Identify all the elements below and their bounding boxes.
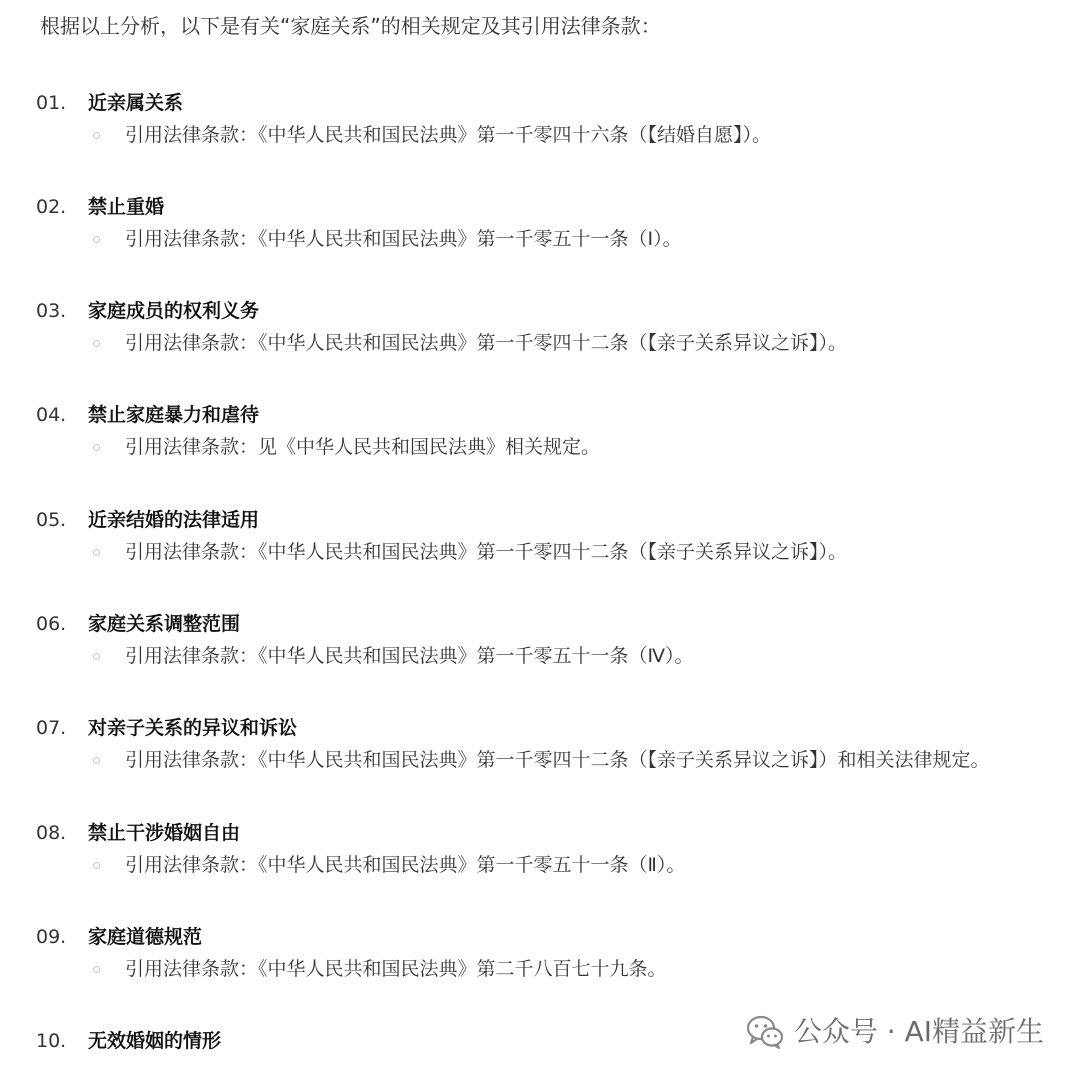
item-number: 08. <box>36 822 67 844</box>
item-title: 对亲子关系的异议和诉讼 <box>88 717 298 739</box>
item-number: 03. <box>36 300 67 322</box>
item-detail-text: 引用法律条款：见《中华人民共和国民法典》相关规定。 <box>125 436 601 458</box>
item-detail <box>92 432 600 462</box>
item-number: 10. <box>36 1030 67 1052</box>
item-detail <box>92 850 685 880</box>
item-detail-text: 引用法律条款：《中华人民共和国民法典》第一千零四十二条（【亲子关系异议之诉】）。 <box>125 332 848 354</box>
item-detail-text: 引用法律条款：《中华人民共和国民法典》第一千零四十二条（【亲子关系异议之诉】）和相关法律规定。 <box>125 749 990 771</box>
item-title: 禁止重婚 <box>88 196 165 218</box>
bullet-icon <box>93 757 100 764</box>
bullet-icon <box>93 236 100 243</box>
item-detail-text: 引用法律条款：《中华人民共和国民法典》第一千零四十六条（【结婚自愿】）。 <box>125 124 772 146</box>
list-item <box>0 505 1080 609</box>
bullet-icon <box>93 340 100 347</box>
watermark-text: 公众号 · AI精益新生 <box>793 1015 1044 1048</box>
list-item <box>0 713 1080 817</box>
list-item <box>0 609 1080 713</box>
list-item <box>0 400 1080 504</box>
item-title: 家庭道德规范 <box>88 926 203 948</box>
list-item <box>0 88 1080 192</box>
item-detail <box>92 745 990 775</box>
item-detail-text: 引用法律条款：《中华人民共和国民法典》第一千零五十一条（Ⅱ）。 <box>125 854 686 876</box>
wechat-icon <box>746 1015 784 1049</box>
item-detail-text: 引用法律条款：《中华人民共和国民法典》第二千八百七十九条。 <box>125 958 667 980</box>
list-item <box>0 922 1080 1026</box>
item-number: 06. <box>36 613 67 635</box>
item-title: 近亲属关系 <box>88 92 184 114</box>
item-detail <box>92 328 847 358</box>
bullet-icon <box>93 862 100 869</box>
item-detail-text: 引用法律条款：《中华人民共和国民法典》第一千零四十二条（【亲子关系异议之诉】）。 <box>125 541 848 563</box>
list-item <box>0 192 1080 296</box>
item-number: 01. <box>36 92 67 114</box>
item-title: 家庭成员的权利义务 <box>88 300 260 322</box>
item-number: 05. <box>36 509 67 531</box>
item-detail <box>92 537 847 567</box>
list-item <box>0 296 1080 400</box>
item-detail <box>92 641 694 671</box>
item-number: 04. <box>36 404 67 426</box>
bullet-icon <box>93 132 100 139</box>
item-detail-text: 引用法律条款：《中华人民共和国民法典》第一千零五十一条（Ⅳ）。 <box>125 645 694 667</box>
item-title: 禁止干涉婚姻自由 <box>88 822 241 844</box>
item-detail <box>92 954 667 984</box>
item-detail-text: 引用法律条款：《中华人民共和国民法典》第一千零五十一条（Ⅰ）。 <box>125 228 682 250</box>
item-number: 02. <box>36 196 67 218</box>
list-item <box>0 818 1080 922</box>
intro-text: 根据以上分析，以下是有关“家庭关系”的相关规定及其引用法律条款： <box>40 14 661 38</box>
item-title: 近亲结婚的法律适用 <box>88 509 260 531</box>
item-number: 09. <box>36 926 67 948</box>
bullet-icon <box>93 549 100 556</box>
bullet-icon <box>93 966 100 973</box>
item-number: 07. <box>36 717 67 739</box>
bullet-icon <box>93 653 100 660</box>
watermark <box>746 1014 1044 1050</box>
bullet-icon <box>93 444 100 451</box>
item-title: 无效婚姻的情形 <box>88 1030 222 1052</box>
item-title: 禁止家庭暴力和虐待 <box>88 404 260 426</box>
item-detail <box>92 120 771 150</box>
item-detail <box>92 224 682 254</box>
item-title: 家庭关系调整范围 <box>88 613 241 635</box>
